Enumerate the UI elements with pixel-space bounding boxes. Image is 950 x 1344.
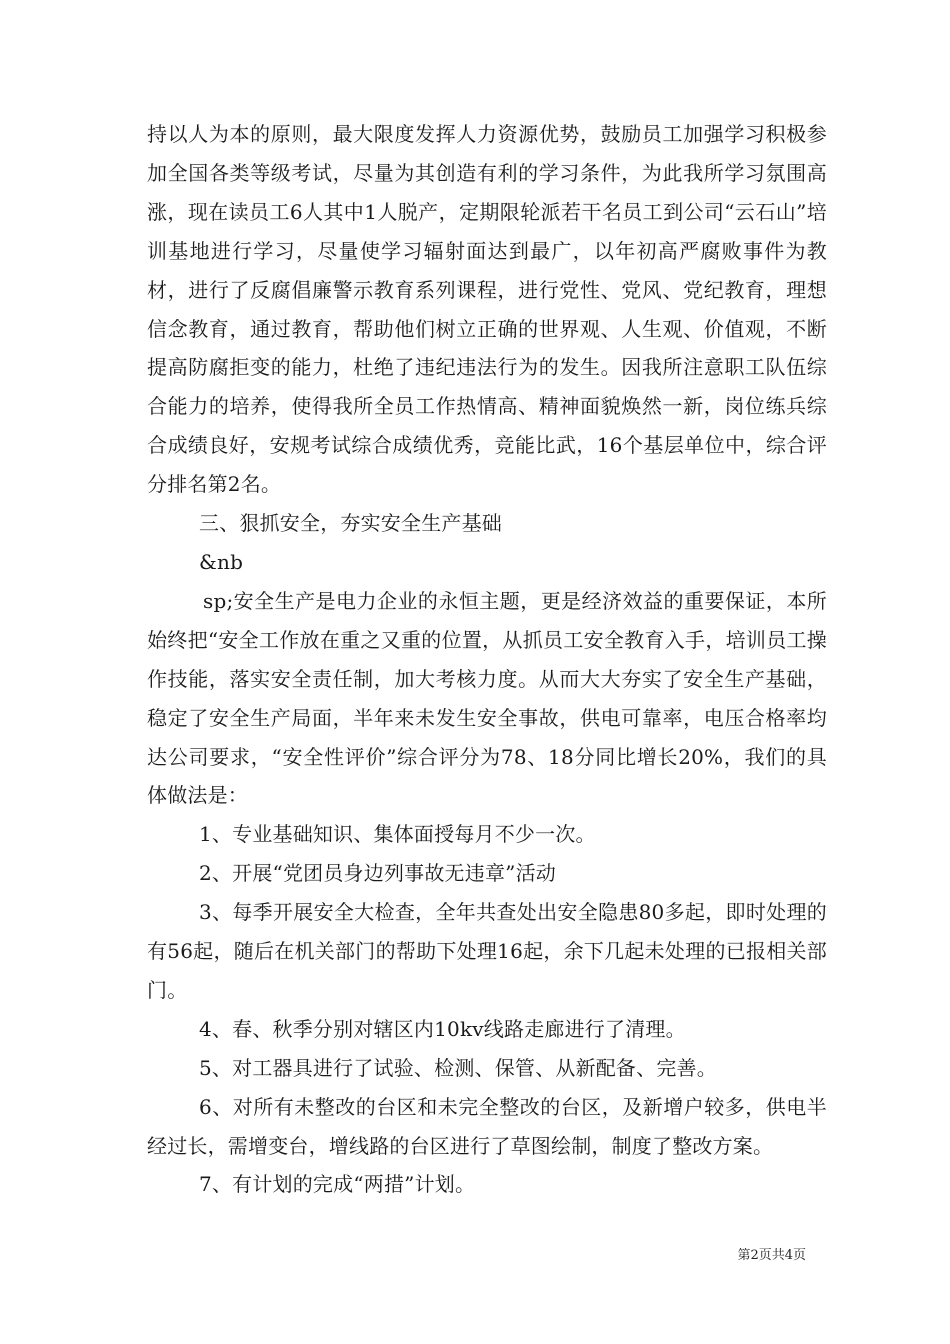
- list-item-3: 3、每季开展安全大检查，全年共查处出安全隐患80多起，即时处理的有56起，随后在机关部门的帮助下处理16起，余下几起未处理的已报相关部门。: [147, 900, 827, 1002]
- list-item-2: 2、开展“党团员身边列事故无违章”活动: [199, 861, 556, 886]
- list-item-7: 7、有计划的完成“两措”计划。: [199, 1172, 476, 1197]
- list-item-5: 5、对工器具进行了试验、检测、保管、从新配备、完善。: [199, 1055, 717, 1080]
- list-item-6: 6、对所有未整改的台区和未完全整改的台区，及新增户较多，供电半经过长，需增变台，增线路的台区进行了草图绘制，制度了整改方案。: [147, 1094, 827, 1158]
- section-heading-safety: 三、狠抓安全，夯实安全生产基础: [199, 511, 502, 536]
- paragraph-fragment: &nb: [199, 549, 244, 574]
- paragraph-safety-intro: sp;安全生产是电力企业的永恒主题，更是经济效益的重要保证，本所始终把“安全工作放在重之又重的位置，从抓员工安全教育入手，培训员工操作技能，落实安全责任制，加大考核力度。从而大大夯实了安全生产基础，稳定了安全生产局面，半年来未发生安全事故，供电可靠率，电压合格率均达公司要求，“安全性评价”综合评分为78、18分同比增长20%，我们的具体做法是：: [147, 588, 827, 808]
- list-item-4: 4、春、秋季分别对辖区内10kv线路走廊进行了清理。: [199, 1016, 686, 1041]
- list-item-1: 1、专业基础知识、集体面授每月不少一次。: [199, 822, 596, 847]
- document-body: [147, 115, 827, 1204]
- paragraph-training: 持以人为本的原则，最大限度发挥人力资源优势，鼓励员工加强学习积极参加全国各类等级考试，尽量为其创造有利的学习条件，为此我所学习氛围高涨，现在读员工6人其中1人脱产，定期限轮派若干名员工到公司“云石山”培训基地进行学习，尽量使学习辐射面达到最广，以年初高严腐败事件为教材，进行了反腐倡廉警示教育系列课程，进行党性、党风、党纪教育，理想信念教育，通过教育，帮助他们树立正确的世界观、人生观、价值观，不断提高防腐拒变的能力，杜绝了违纪违法行为的发生。因我所注意职工队伍综合能力的培养，使得我所全员工作热情高、精神面貌焕然一新，岗位练兵综合成绩良好，安规考试综合成绩优秀，竞能比武，16个基层单位中，综合评分排名第2名。: [147, 122, 827, 497]
- page-number-footer: 第2页共4页: [737, 1248, 806, 1263]
